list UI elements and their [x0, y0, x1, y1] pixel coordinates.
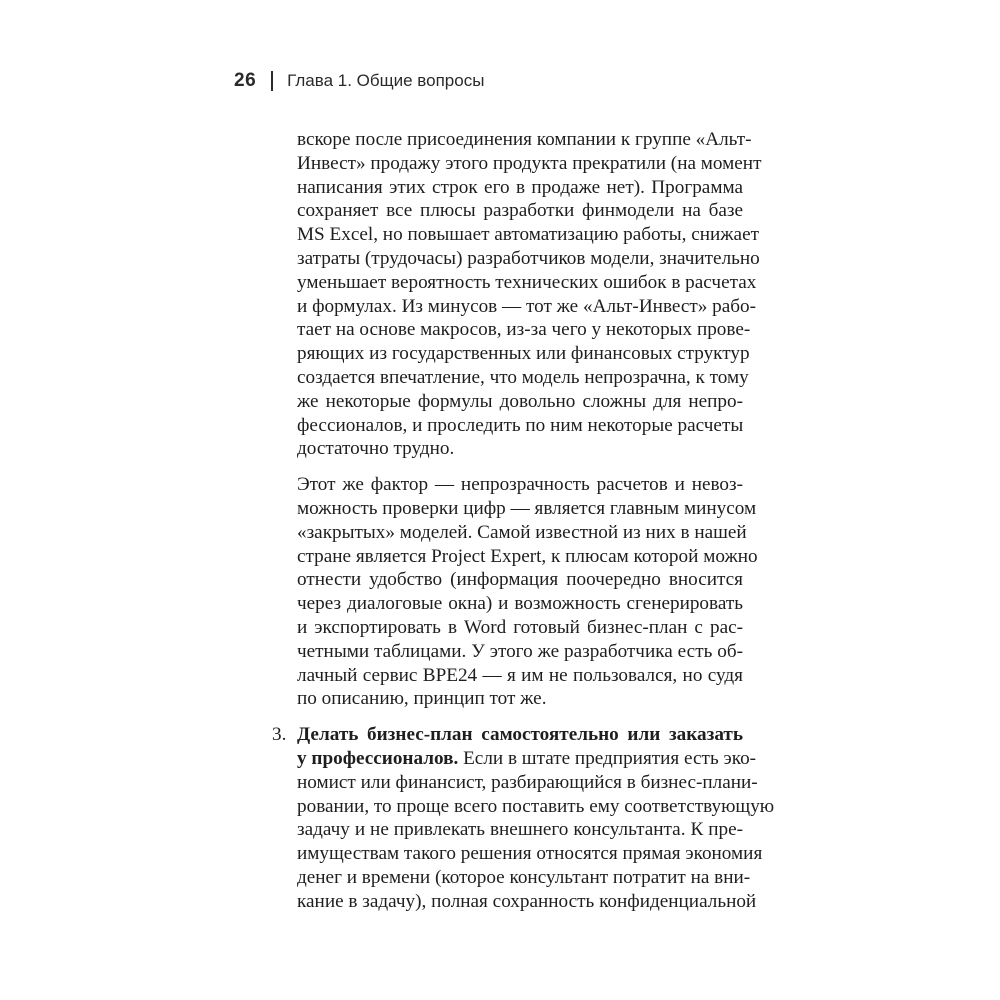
- page-body: [272, 128, 775, 914]
- text-line: кание в задачу), полная сохранность конфиденциальной: [297, 890, 757, 912]
- text-line: Инвест» продажу этого продукта прекратили (на момент: [297, 152, 762, 174]
- text-line: Этот же фактор — непрозрачность расчетов и невоз-: [297, 474, 743, 496]
- text-line: задачу и не привлекать внешнего консультанта. К пре-: [297, 819, 743, 841]
- text-line: фессионалов, и проследить по ним некоторые расчеты: [297, 414, 744, 436]
- running-header: [234, 66, 484, 96]
- text-line: написания этих строк его в продаже нет). Программа: [297, 176, 743, 198]
- text-line: достаточно трудно.: [297, 438, 455, 460]
- text-line: по описанию, принцип тот же.: [297, 688, 547, 710]
- text-line: [297, 723, 743, 747]
- text-line: четными таблицами. У этого же разработчика есть об-: [297, 640, 743, 662]
- text-line: ряющих из государственных или финансовых структур: [297, 343, 750, 365]
- text-line: «закрытых» моделей. Самой известной из них в нашей: [297, 521, 747, 543]
- text-line: лачный сервис BPE24 — я им не пользовался, но судя: [297, 664, 743, 686]
- text-line: отнести удобство (информация поочередно вносится: [297, 569, 743, 591]
- bold-heading-part: Делать бизнес-план самостоятельно или заказать: [297, 724, 743, 746]
- text-line: номист или финансист, разбирающийся в бизнес-плани-: [297, 771, 758, 793]
- text-line: затраты (трудочасы) разработчиков модели, значительно: [297, 247, 760, 269]
- text-line: денег и времени (которое консультант потратит на вни-: [297, 866, 751, 888]
- page-number: 26: [234, 70, 257, 91]
- text-line: имуществам такого решения относятся прямая экономия: [297, 843, 763, 865]
- text-line: стране является Project Expert, к плюсам которой можно: [297, 545, 758, 567]
- text-line: вскоре после присоединения компании к группе «Альт-: [297, 129, 752, 150]
- text-line: можность проверки цифр — является главным минусом: [297, 497, 757, 519]
- text-fragment: Если в штате предприятия есть эко-: [458, 747, 757, 769]
- text-line: создается впечатление, что модель непрозрачна, к тому: [297, 366, 749, 388]
- bold-heading-part: у профессионалов.: [297, 747, 459, 769]
- text-line: и формулах. Из минусов — тот же «Альт-Инвест» рабо-: [297, 295, 757, 317]
- text-line: ровании, то проще всего поставить ему соответствующую: [297, 795, 775, 817]
- chapter-title: Глава 1. Общие вопросы: [287, 71, 485, 90]
- list-item-3: [272, 723, 775, 913]
- text-line: [297, 747, 757, 771]
- paragraph-project-expert: [297, 473, 758, 711]
- header-divider: [271, 71, 273, 91]
- text-line: же некоторые формулы довольно сложны для непро-: [297, 390, 743, 412]
- text-line: через диалоговые окна) и возможность сгенерировать: [297, 593, 743, 615]
- text-line: и экспортировать в Word готовый бизнес-план с рас-: [297, 616, 743, 638]
- text-line: уменьшает вероятность технических ошибок в расчетах: [297, 271, 757, 293]
- text-line: сохраняет все плюсы разработки финмодели на базе: [297, 200, 743, 222]
- paragraph-altinvest: [297, 128, 762, 461]
- text-line: тает на основе макросов, из-за чего у некоторых прове-: [297, 319, 751, 341]
- text-line: MS Excel, но повышает автоматизацию работы, снижает: [297, 224, 759, 246]
- list-marker: 3.: [272, 724, 287, 746]
